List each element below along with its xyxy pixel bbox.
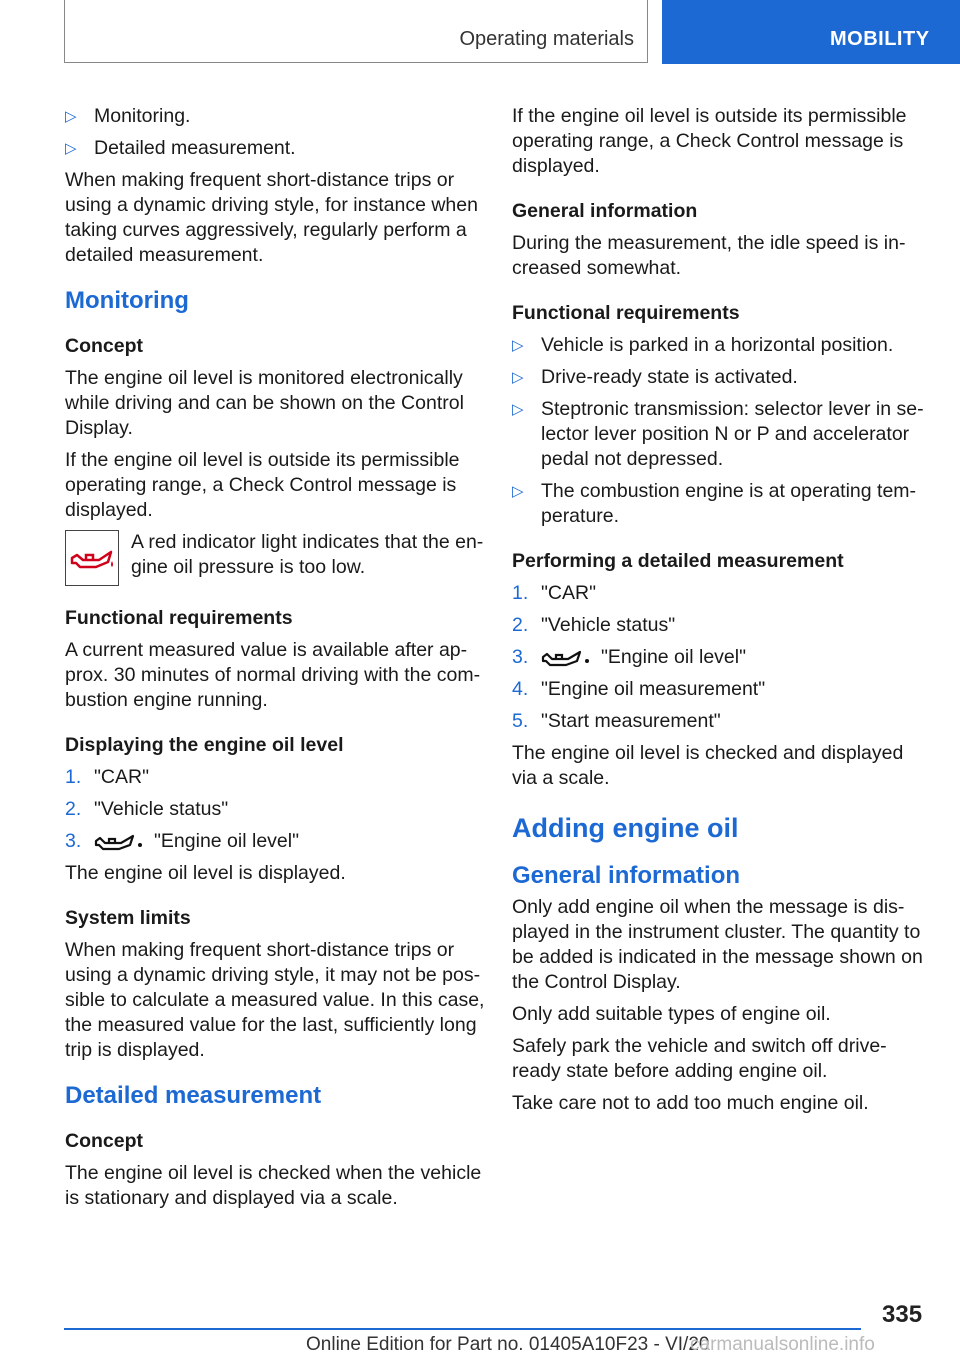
triangle-bullet-icon: ▷ [512,483,524,500]
watermark: carmanualsonline.info [690,1334,875,1355]
general-information-heading: General information [512,200,698,222]
mobility-tab[interactable] [662,0,960,64]
list-item: ▷ Vehicle is parked in a horizontal position. [512,334,894,356]
footer-divider [64,1328,861,1330]
perform-result: The engine oil level is checked and displayed via a scale. [512,742,904,789]
detailed-measurement-heading: Detailed measurement [65,1082,322,1109]
section-title: Operating materials [459,28,634,50]
display-oil-heading: Displaying the engine oil level [65,734,344,756]
list-item: ▷ The combustion engine is at operating tem‐perature. [512,480,917,527]
list-item: ▷ Drive-ready state is activated. [512,366,798,388]
functional-requirements-heading: Functional requirements [65,607,293,629]
range-paragraph: If the engine oil level is outside its permissible operating range, a Check Control message is displayed. [512,105,907,177]
list-item: 2. "Vehicle status" [65,798,229,820]
intro-paragraph: When making frequent short-distance trips or using a dynamic driving style, for instance when taking curves aggressively, regularly perform a detailed measurement. [65,169,478,266]
adding-paragraph-1: Only add engine oil when the message is dis‐played in the instrument cluster. The quantity to be added is indicated in the message shown on the Control Display. [512,896,923,993]
oil-can-icon [541,648,593,668]
list-item: 1. "CAR" [65,766,150,788]
detailed-concept-paragraph: The engine oil level is checked when the vehicle is stationary and displayed via a scale. [65,1162,482,1209]
triangle-bullet-icon: ▷ [65,108,77,125]
list-item: 3. "Engine oil level" [512,646,747,668]
concept-heading: Concept [65,335,143,357]
adding-general-heading: General information [512,862,741,889]
page-number: 335 [882,1301,923,1328]
adding-paragraph-3: Safely park the vehicle and switch off drive-ready state before adding engine oil. [512,1035,887,1082]
adding-paragraph-2: Only add suitable types of engine oil. [512,1003,831,1025]
oil-pressure-warning-icon [65,530,119,586]
concept-paragraph-2: If the engine oil level is outside its permissible operating range, a Check Control message is displayed. [65,449,460,521]
list-item: 1. "CAR" [512,582,597,604]
list-item: 3. "Engine oil level" [65,830,300,852]
functional-paragraph: A current measured value is available after ap‐prox. 30 minutes of normal driving with the com‐bustion engine running. [65,639,481,711]
list-item: ▷ Monitoring. [65,105,191,127]
monitoring-heading: Monitoring [65,287,189,314]
indicator-text: A red indicator light indicates that the en‐gine oil pressure is too low. [131,531,484,578]
mobility-tab-label: MOBILITY [830,28,930,50]
adding-engine-oil-heading: Adding engine oil [512,813,739,843]
list-item: 5. "Start measurement" [512,710,721,732]
functional-requirements-heading-right: Functional requirements [512,302,740,324]
adding-paragraph-4: Take care not to add too much engine oil. [512,1092,869,1114]
list-item: 4. "Engine oil measurement" [512,678,766,700]
triangle-bullet-icon: ▷ [512,337,524,354]
system-limits-heading: System limits [65,907,191,929]
list-item: ▷ Detailed measurement. [65,137,296,159]
triangle-bullet-icon: ▷ [512,369,524,386]
list-item: ▷ Steptronic transmission: selector lever in se‐lector lever position N or P and accelerator pedal not depressed. [512,398,924,470]
oil-can-icon [94,832,146,852]
general-paragraph: During the measurement, the idle speed is in‐creased somewhat. [512,232,906,279]
concept-paragraph-1: The engine oil level is monitored electronically while driving and can be shown on the Control Display. [65,367,464,439]
edition-text: Online Edition for Part no. 01405A10F23 - VI/20 [306,1334,710,1355]
triangle-bullet-icon: ▷ [512,401,524,418]
perform-measurement-heading: Performing a detailed measurement [512,550,844,572]
list-item: 2. "Vehicle status" [512,614,676,636]
detailed-concept-heading: Concept [65,1130,143,1152]
triangle-bullet-icon: ▷ [65,140,77,157]
right-column [512,104,932,1123]
limits-paragraph: When making frequent short-distance trips or using a dynamic driving style, it may not be pos‐sible to calculate a measured value. In this case, the measured value for the last, sufficiently long trip is displayed. [65,939,485,1061]
display-result: The engine oil level is displayed. [65,862,346,884]
indicator-note [65,530,485,586]
left-column [65,104,485,1218]
